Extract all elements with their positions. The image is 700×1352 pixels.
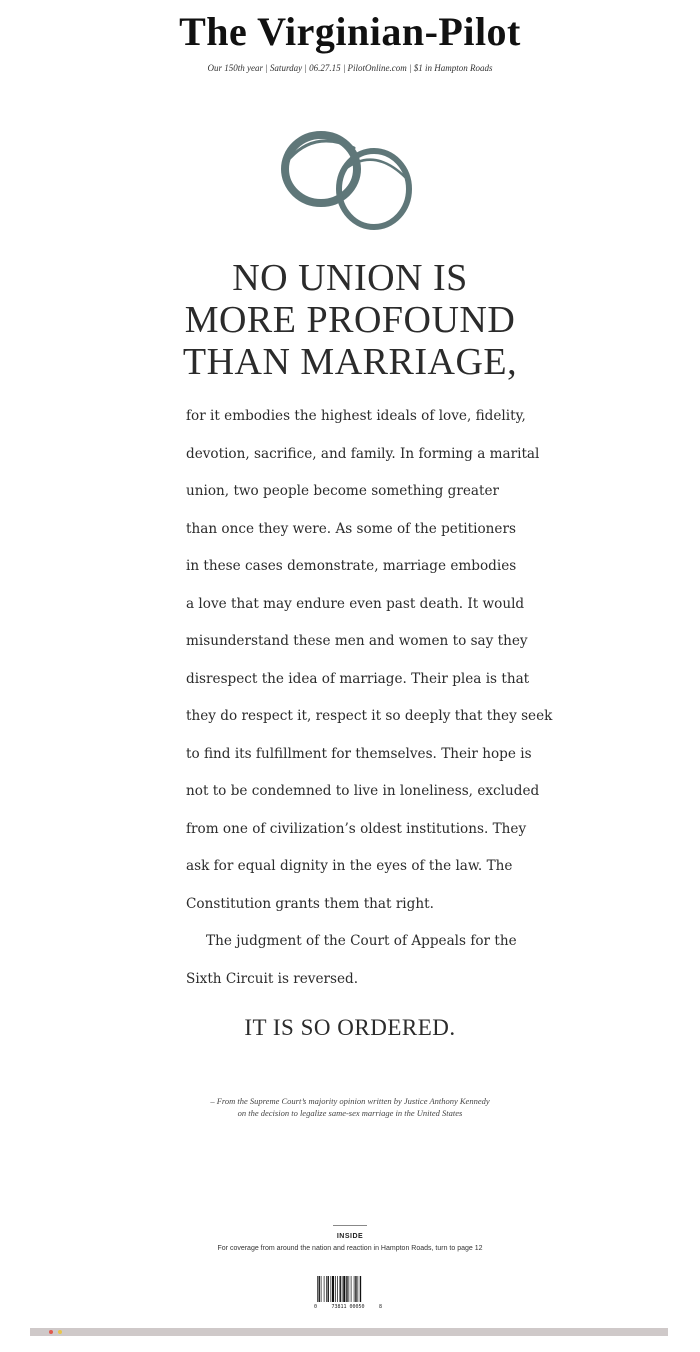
- inside-text: For coverage from around the nation and reaction in Hampton Roads, turn to page 12: [217, 1245, 483, 1252]
- barcode-bar: [360, 1276, 361, 1302]
- barcode-bar: [321, 1276, 322, 1302]
- barcode-bar: [351, 1276, 352, 1302]
- body-line: a love that may endure even past death. It would: [186, 595, 525, 612]
- barcode-bar: [349, 1276, 350, 1302]
- body-line: The judgment of the Court of Appeals for the: [206, 933, 517, 949]
- barcode-bar: [346, 1276, 347, 1302]
- body-line: not to be condemned to live in loneliness, excluded: [186, 783, 540, 799]
- barcode-bar: [355, 1276, 356, 1302]
- body-line: they do respect it, respect it so deeply that they seek: [186, 708, 553, 724]
- headline-line: NO UNION IS: [232, 257, 468, 299]
- inside-label: INSIDE: [336, 1233, 364, 1240]
- masthead-title: The Virginian-Pilot: [179, 9, 521, 54]
- body-line: for it embodies the highest ideals of love, fidelity,: [186, 408, 526, 424]
- body-line: misunderstand these men and women to say they: [186, 633, 528, 649]
- opinion-body: [186, 400, 553, 1000]
- masthead-meta: Our 150th year | Saturday | 06.27.15 | PilotOnline.com | $1 in Hampton Roads: [207, 63, 493, 73]
- body-line: Constitution grants them that right.: [186, 895, 434, 912]
- status-dot-red: [49, 1330, 53, 1334]
- barcode-digits: 73811 00050: [331, 1304, 365, 1310]
- body-line: in these cases demonstrate, marriage embodies: [186, 558, 517, 574]
- body-line: union, two people become something greater: [186, 483, 499, 499]
- barcode: [313, 1276, 383, 1310]
- barcode-bar: [342, 1276, 343, 1302]
- barcode-bar: [319, 1276, 320, 1302]
- attribution: [150, 1095, 550, 1119]
- attribution-line: on the decision to legalize same-sex marriage in the United States: [237, 1108, 463, 1118]
- body-line: disrespect the idea of marriage. Their plea is that: [186, 670, 530, 687]
- barcode-bar: [340, 1276, 341, 1302]
- barcode-bar: [335, 1276, 336, 1302]
- body-line: Sixth Circuit is reversed.: [186, 970, 359, 987]
- attribution-line: – From the Supreme Court’s majority opinion written by Justice Anthony Kennedy: [210, 1096, 490, 1106]
- barcode-bar: [317, 1276, 318, 1302]
- barcode-bar: [328, 1276, 329, 1302]
- barcode-digit-right: 8: [379, 1304, 383, 1310]
- body-line: to find its fulfillment for themselves. Their hope is: [186, 745, 532, 762]
- barcode-bar: [337, 1276, 338, 1302]
- inside-divider: [333, 1225, 367, 1226]
- body-line: from one of civilization’s oldest institutions. They: [186, 820, 527, 837]
- ordered-heading: IT IS SO ORDERED.: [244, 1015, 456, 1040]
- status-dot-yellow: [58, 1330, 62, 1334]
- body-line: ask for equal dignity in the eyes of the law. The: [186, 858, 513, 874]
- barcode-bar: [331, 1276, 332, 1302]
- barcode-bar: [354, 1276, 355, 1302]
- barcode-digit-left: 0: [314, 1304, 318, 1310]
- body-line: than once they were. As some of the petitioners: [186, 520, 516, 537]
- body-line: devotion, sacrifice, and family. In forming a marital: [186, 445, 540, 462]
- barcode-bar: [326, 1276, 327, 1302]
- barcode-bar: [332, 1276, 334, 1302]
- headline-line: THAN MARRIAGE,: [182, 341, 518, 383]
- wedding-rings-icon: [276, 128, 418, 234]
- barcode-bar: [324, 1276, 325, 1302]
- barcode-bar: [343, 1276, 345, 1302]
- headline-line: MORE PROFOUND: [184, 299, 516, 341]
- barcode-bar: [358, 1276, 359, 1302]
- status-bar: [30, 1328, 668, 1336]
- headline: [150, 257, 550, 383]
